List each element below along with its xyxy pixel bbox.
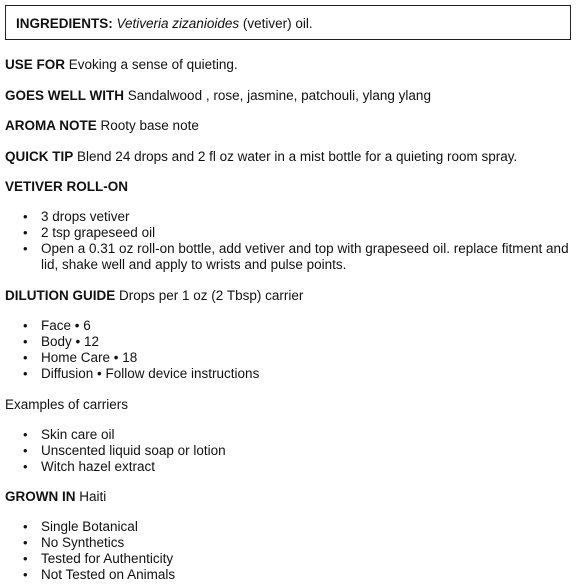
ingredients-box [5,5,571,40]
goes-well-with-line [5,88,431,104]
quick-tip-line [5,149,517,165]
list-item: • 3 drops vetiver [0,209,576,225]
dilution-list [0,318,576,382]
aroma-note-text: Rooty base note [100,118,199,133]
dilution-guide-text: Drops per 1 oz (2 Tbsp) carrier [119,288,304,303]
ingredients-text: (vetiver) oil. [242,16,313,31]
list-item: • Not Tested on Animals [0,567,576,583]
roll-on-list [0,209,576,273]
quick-tip-label: QUICK TIP [5,149,74,164]
list-item: • Face • 6 [0,318,576,334]
grown-in-list [0,519,576,583]
dilution-guide-label: DILUTION GUIDE [5,288,116,303]
grown-in-line [5,489,106,505]
aroma-note-line [5,118,199,134]
carriers-list [0,427,576,475]
list-item: • Open a 0.31 oz roll-on bottle, add vetiver and top with grapeseed oil. replace fitment and lid, shake well and apply to wrists and pulse points. [0,241,576,273]
botanical-name: Vetiveria zizanioides [116,16,240,31]
use-for-label: USE FOR [5,57,66,72]
list-item: • Witch hazel extract [0,459,576,475]
list-item: • 2 tsp grapeseed oil [0,225,576,241]
list-item: • Skin care oil [0,427,576,443]
roll-on-heading [5,179,128,195]
grown-in-label: GROWN IN [5,489,76,504]
goes-well-with-label: GOES WELL WITH [5,88,124,103]
list-item: • Unscented liquid soap or lotion [0,443,576,459]
aroma-note-label: AROMA NOTE [5,118,97,133]
list-item: • Tested for Authenticity [0,551,576,567]
list-item: • Body • 12 [0,334,576,350]
dilution-guide-line [5,288,303,304]
list-item: • Home Care • 18 [0,350,576,366]
grown-in-text: Haiti [79,489,107,504]
list-item: • No Synthetics [0,535,576,551]
ingredients-label: INGREDIENTS: [16,16,113,31]
roll-on-label: VETIVER ROLL-ON [5,179,129,194]
list-item: • Single Botanical [0,519,576,535]
carriers-heading [5,397,128,413]
goes-well-with-text: Sandalwood , rose, jasmine, patchouli, ylang ylang [127,88,431,103]
list-item: • Diffusion • Follow device instructions [0,366,576,382]
quick-tip-text: Blend 24 drops and 2 fl oz water in a mist bottle for a quieting room spray. [77,149,518,164]
carriers-text: Examples of carriers [5,397,129,412]
use-for-text: Evoking a sense of quieting. [68,57,238,72]
use-for-line [5,57,238,73]
